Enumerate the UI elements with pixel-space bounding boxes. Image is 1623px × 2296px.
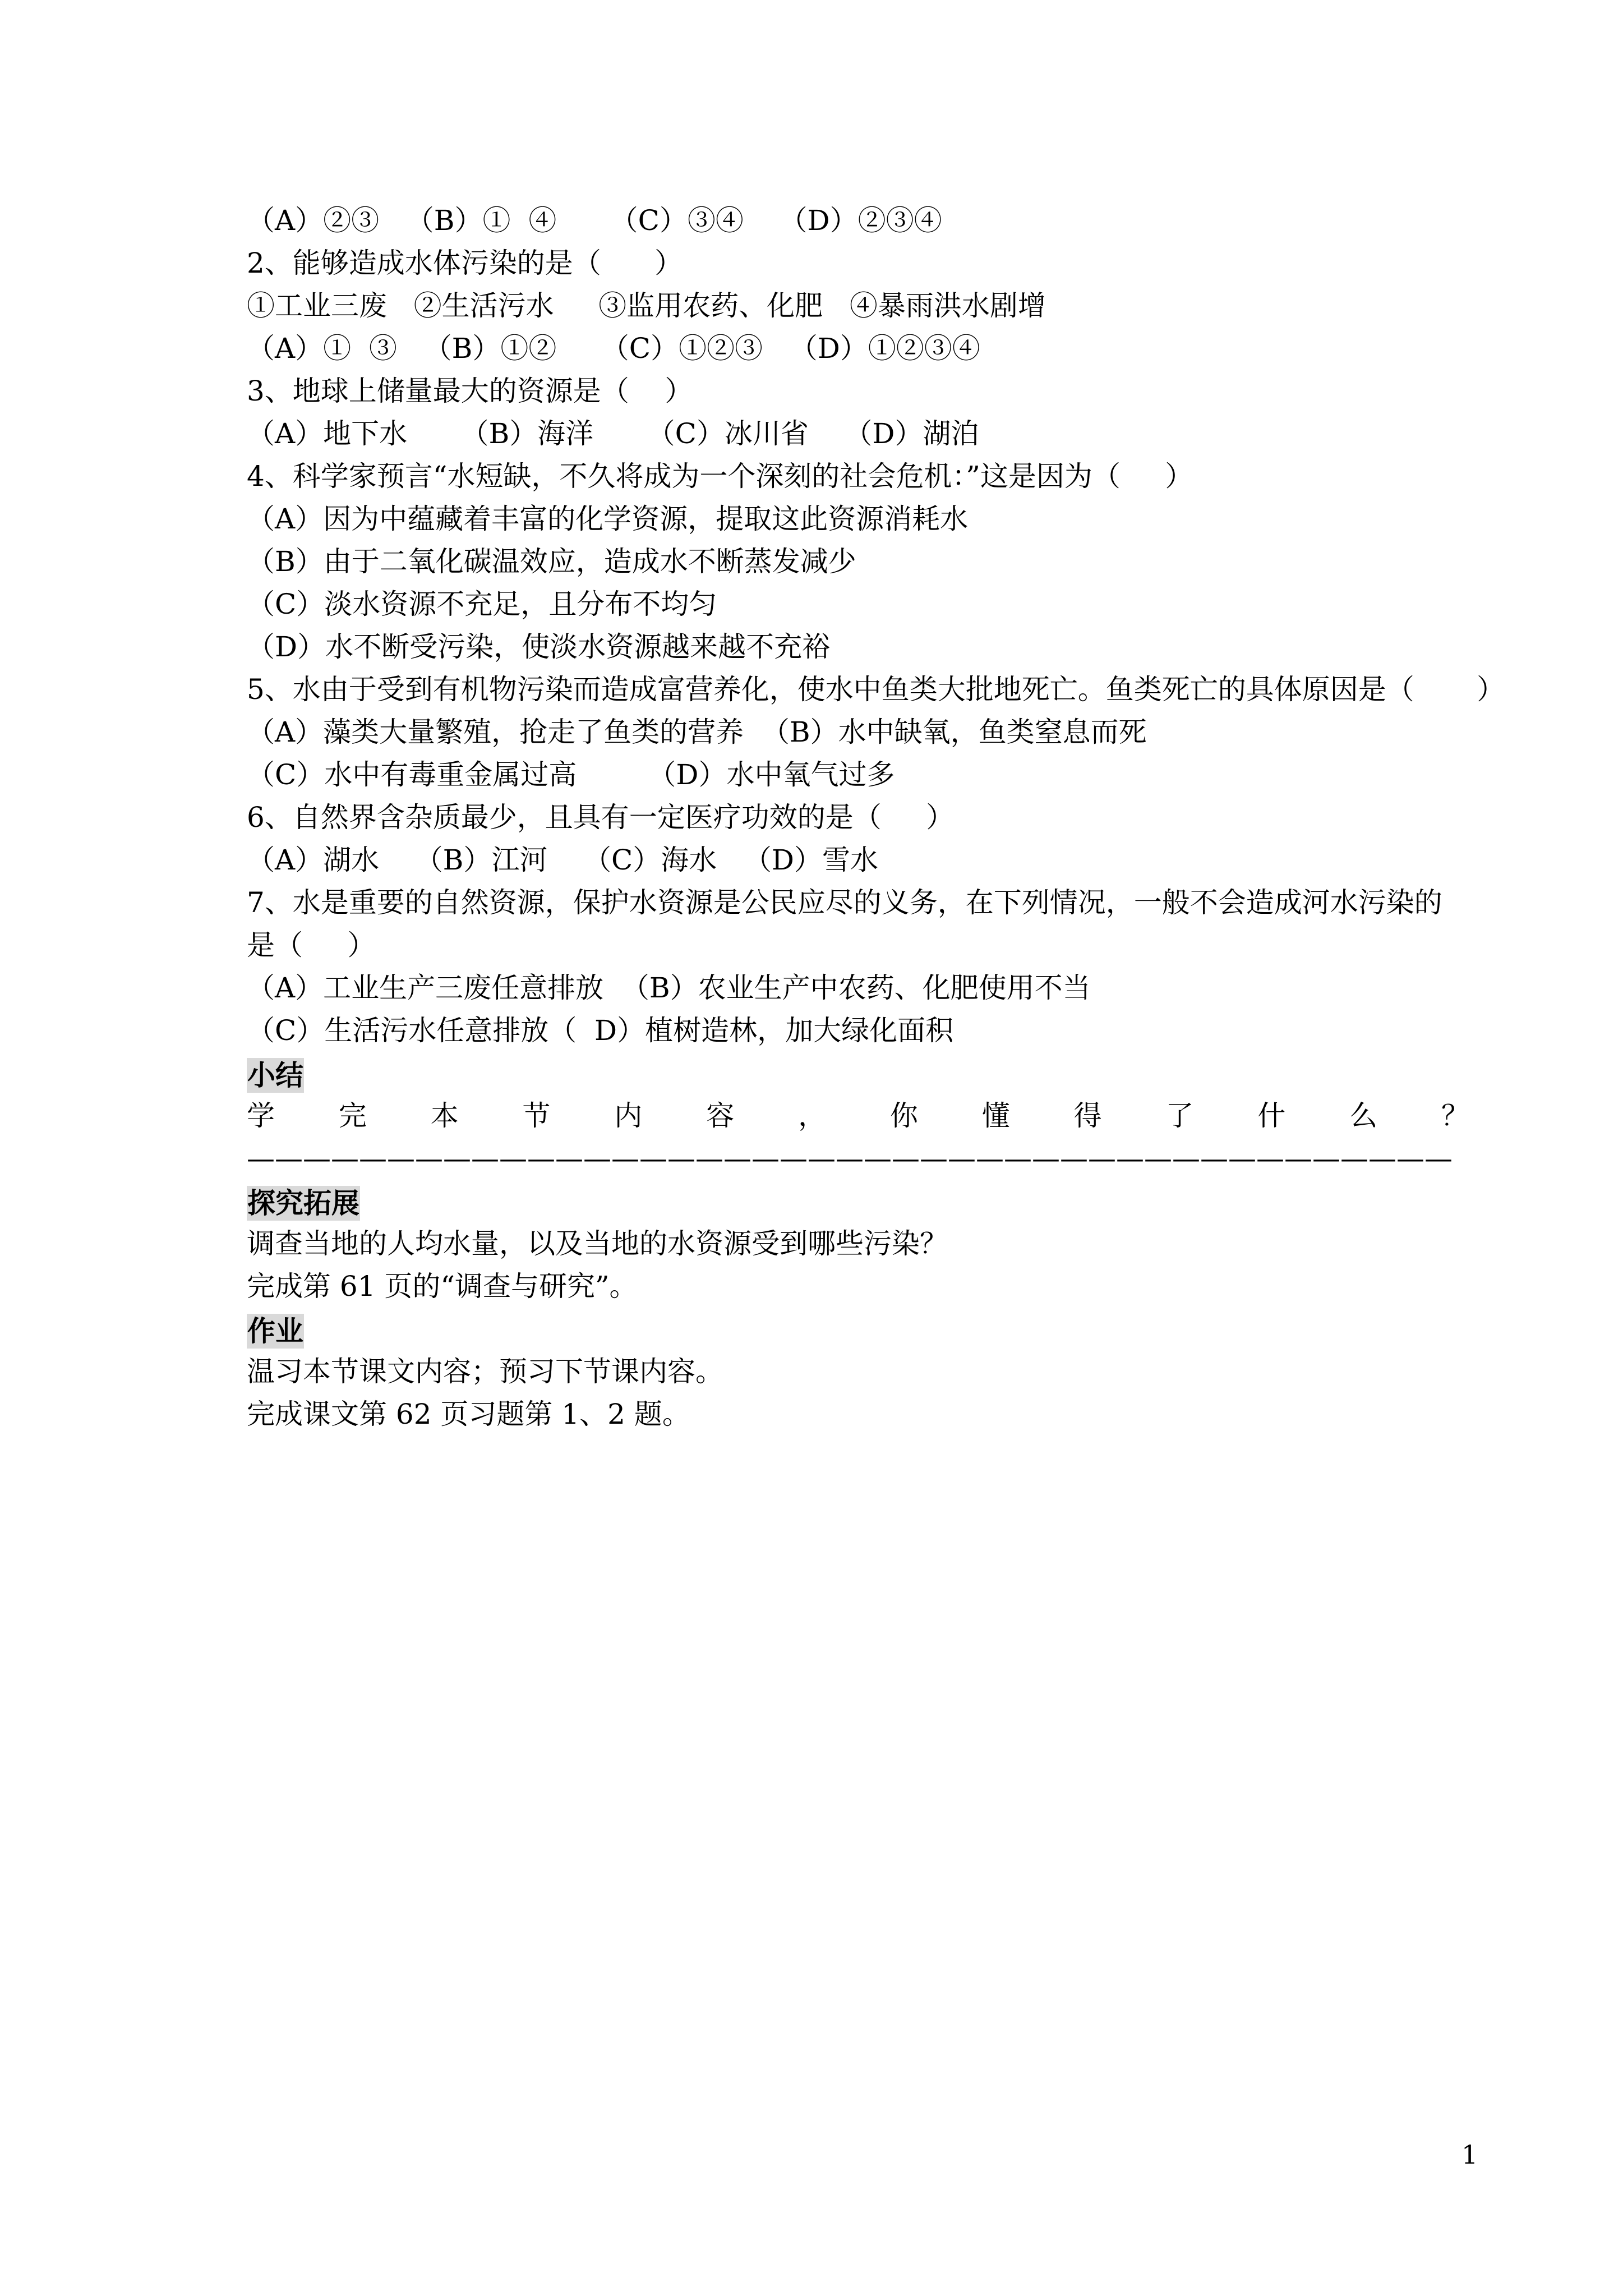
question-line: 4、科学家预言“水短缺，不久将成为一个深刻的社会危机：”这是因为（ ） bbox=[247, 460, 1193, 493]
question-line: （A）藻类大量繁殖，抢走了鱼类的营养 （B）水中缺氧，鱼类窒息而死 bbox=[247, 716, 1147, 748]
question-line: （D）水不断受污染，使淡水资源越来越不充裕 bbox=[247, 631, 831, 663]
homework-line: 温习本节课文内容；预习下节课内容。 bbox=[247, 1355, 723, 1388]
summary-prompt-char: 你 bbox=[889, 1099, 918, 1132]
question-line: （A）湖水 （B）江河 （C）海水 （D）雪水 bbox=[247, 844, 879, 876]
question-line: （A）因为中蕴藏着丰富的化学资源，提取这此资源消耗水 bbox=[247, 503, 969, 535]
question-line: （C）生活污水任意排放（ D）植树造林，加大绿化面积 bbox=[247, 1014, 954, 1047]
summary-prompt-char: 懂 bbox=[981, 1099, 1010, 1132]
question-line: 7、水是重要的自然资源，保护水资源是公民应尽的义务，在下列情况，一般不会造成河水污染的 bbox=[247, 886, 1442, 919]
summary-prompt-char: 么 bbox=[1349, 1099, 1378, 1132]
question-line: 5、水由于受到有机物污染而造成富营养化，使水中鱼类大批地死亡。鱼类死亡的具体原因是（ ） bbox=[247, 673, 1505, 706]
summary-prompt-char: 内 bbox=[614, 1099, 643, 1132]
question-line: （A）① ③ （B）①② （C）①②③ （D）①②③④ bbox=[247, 332, 980, 365]
page-number: 1 bbox=[1461, 2139, 1478, 2170]
section-heading-homework: 作业 bbox=[247, 1314, 303, 1347]
question-line: （B）由于二氧化碳温效应，造成水不断蒸发减少 bbox=[247, 545, 856, 578]
summary-prompt-char: ， bbox=[798, 1099, 827, 1132]
question-line: 3、地球上储量最大的资源是（ ） bbox=[247, 375, 693, 407]
summary-prompt-char: 学 bbox=[247, 1099, 275, 1132]
section-heading-explore: 探究拓展 bbox=[247, 1186, 359, 1220]
summary-prompt-char: 完 bbox=[338, 1099, 367, 1132]
summary-prompt-char: ？ bbox=[1441, 1099, 1469, 1132]
question-line: 6、自然界含杂质最少，且具有一定医疗功效的是（ ） bbox=[247, 801, 955, 834]
document-body bbox=[247, 199, 1537, 1435]
explore-line: 完成第 61 页的“调查与研究”。 bbox=[247, 1270, 638, 1303]
question-line: 2、能够造成水体污染的是（ ） bbox=[247, 247, 683, 279]
question-line: （A）②③ （B）① ④ （C）③④ （D）②③④ bbox=[247, 204, 942, 237]
question-line: （A）地下水 （B）海洋 （C）冰川省 （D）湖泊 bbox=[247, 417, 979, 450]
section-heading-summary: 小结 bbox=[247, 1059, 303, 1092]
summary-prompt-char: 什 bbox=[1257, 1099, 1286, 1132]
explore-line: 调查当地的人均水量，以及当地的水资源受到哪些污染？ bbox=[247, 1227, 948, 1260]
summary-answer-line: ——————————————————————————————————————————— bbox=[247, 1142, 1453, 1175]
summary-prompt-char: 节 bbox=[522, 1099, 551, 1132]
question-line: （C）水中有毒重金属过高 （D）水中氧气过多 bbox=[247, 758, 895, 791]
summary-prompt-char: 得 bbox=[1073, 1099, 1102, 1132]
question-line: （C）淡水资源不充足，且分布不均匀 bbox=[247, 588, 717, 620]
homework-heading-row bbox=[247, 1308, 1537, 1350]
summary-prompt-char: 本 bbox=[430, 1099, 459, 1132]
summary-prompt-char: 了 bbox=[1165, 1099, 1194, 1132]
summary-prompt-char: 容 bbox=[706, 1099, 735, 1132]
explore-heading-row bbox=[247, 1180, 1537, 1222]
question-line: ①工业三废 ②生活污水 ③监用农药、化肥 ④暴雨洪水剧增 bbox=[247, 289, 1046, 322]
homework-line: 完成课文第 62 页习题第 1、2 题。 bbox=[247, 1398, 690, 1430]
summary-heading-row bbox=[247, 1052, 1537, 1094]
question-line: （A）工业生产三废任意排放 （B）农业生产中农药、化肥使用不当 bbox=[247, 972, 1091, 1004]
question-line: 是（ ） bbox=[247, 929, 376, 961]
summary-prompt bbox=[247, 1094, 1469, 1137]
